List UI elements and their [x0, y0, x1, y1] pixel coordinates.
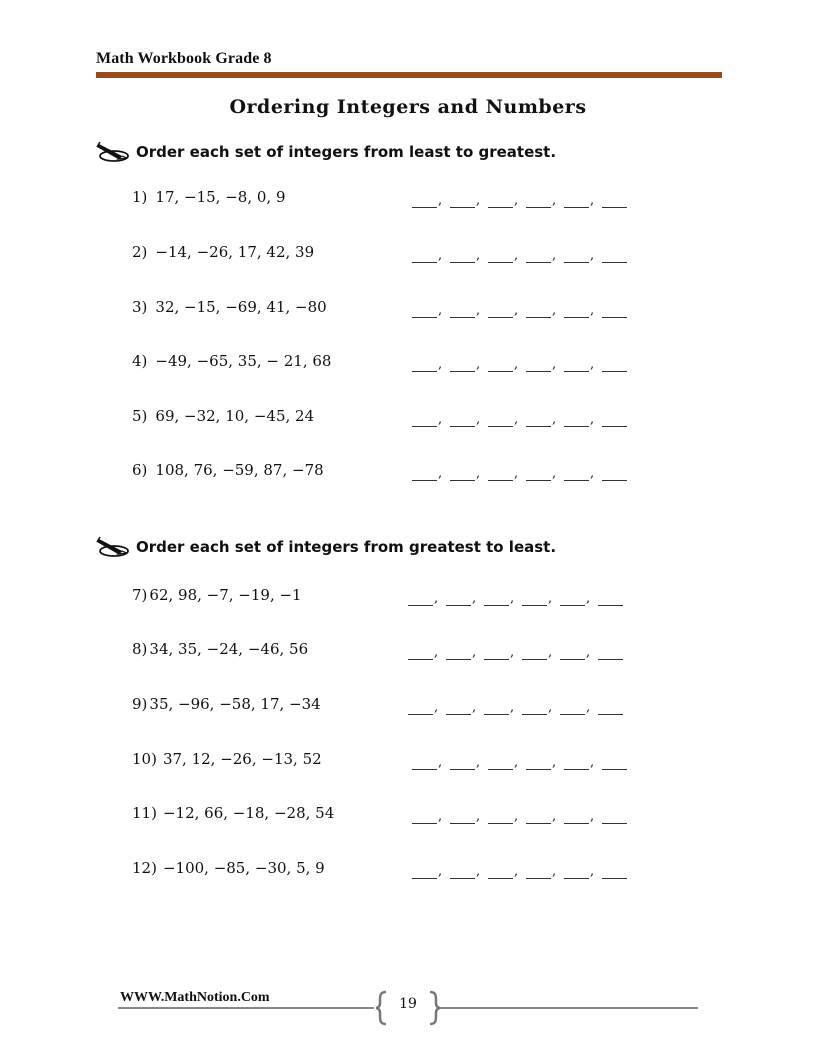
blank-separator: ,	[586, 591, 591, 606]
problem-values: 69, −32, 10, −45, 24	[155, 407, 315, 425]
problem-values: 62, 98, −7, −19, −1	[149, 586, 302, 604]
pencil-icon	[96, 536, 130, 558]
answer-blank[interactable]	[598, 591, 623, 606]
blank-separator: ,	[438, 412, 443, 427]
blank-separator: ,	[476, 466, 481, 481]
answer-blank[interactable]	[602, 193, 627, 208]
answer-blank[interactable]	[526, 193, 551, 208]
answer-blank[interactable]	[526, 357, 551, 372]
blank-separator: ,	[434, 700, 439, 715]
answer-blank[interactable]	[412, 466, 437, 481]
blank-separator: ,	[590, 248, 595, 263]
blank-separator: ,	[476, 303, 481, 318]
problem-number: 6)	[132, 461, 148, 479]
answer-blank[interactable]	[488, 412, 513, 427]
blank-separator: ,	[552, 864, 557, 879]
answer-blank[interactable]	[522, 591, 547, 606]
answer-blank[interactable]	[488, 303, 513, 318]
answer-blanks-12[interactable]	[412, 859, 627, 879]
blank-separator: ,	[438, 357, 443, 372]
answer-blank[interactable]	[450, 357, 475, 372]
answer-blank[interactable]	[446, 591, 471, 606]
blank-separator: ,	[548, 700, 553, 715]
answer-blank[interactable]	[602, 755, 627, 770]
problem-8	[132, 640, 308, 660]
answer-blank[interactable]	[602, 248, 627, 263]
blank-separator: ,	[472, 591, 477, 606]
answer-blank[interactable]	[412, 357, 437, 372]
answer-blank[interactable]	[446, 700, 471, 715]
footer-rule-left	[118, 1007, 374, 1009]
blank-separator: ,	[548, 645, 553, 660]
problem-6	[132, 461, 324, 481]
problem-2	[132, 243, 314, 263]
answer-blank[interactable]	[526, 303, 551, 318]
answer-blank[interactable]	[450, 248, 475, 263]
blank-separator: ,	[434, 591, 439, 606]
answer-blank[interactable]	[488, 864, 513, 879]
problem-values: −100, −85, −30, 5, 9	[162, 859, 325, 877]
problem-number: 10)	[132, 750, 157, 768]
instruction-greatest-to-least	[96, 535, 556, 559]
answer-blank[interactable]	[564, 193, 589, 208]
answer-blank[interactable]	[484, 591, 509, 606]
answer-blank[interactable]	[564, 412, 589, 427]
answer-blanks-1[interactable]	[412, 188, 627, 208]
problem-10	[132, 750, 322, 770]
answer-blank[interactable]	[602, 809, 627, 824]
blank-separator: ,	[472, 645, 477, 660]
answer-blank[interactable]	[484, 645, 509, 660]
blank-separator: ,	[438, 193, 443, 208]
problem-7	[132, 586, 302, 606]
answer-blank[interactable]	[450, 412, 475, 427]
blank-separator: ,	[434, 645, 439, 660]
blank-separator: ,	[590, 755, 595, 770]
blank-separator: ,	[476, 755, 481, 770]
answer-blank[interactable]	[408, 591, 433, 606]
blank-separator: ,	[514, 466, 519, 481]
blank-separator: ,	[514, 357, 519, 372]
answer-blank[interactable]	[602, 466, 627, 481]
answer-blank[interactable]	[564, 755, 589, 770]
blank-separator: ,	[514, 303, 519, 318]
problem-9	[132, 695, 321, 715]
problem-values: 108, 76, −59, 87, −78	[155, 461, 324, 479]
answer-blank[interactable]	[408, 645, 433, 660]
answer-blank[interactable]	[412, 248, 437, 263]
blank-separator: ,	[476, 357, 481, 372]
blank-separator: ,	[552, 193, 557, 208]
answer-blank[interactable]	[602, 303, 627, 318]
answer-blank[interactable]	[602, 412, 627, 427]
answer-blank[interactable]	[450, 466, 475, 481]
answer-blank[interactable]	[526, 755, 551, 770]
answer-blanks-8[interactable]	[408, 640, 623, 660]
answer-blank[interactable]	[602, 864, 627, 879]
answer-blank[interactable]	[488, 193, 513, 208]
blank-separator: ,	[510, 700, 515, 715]
answer-blank[interactable]	[450, 809, 475, 824]
blank-separator: ,	[552, 466, 557, 481]
blank-separator: ,	[552, 248, 557, 263]
answer-blank[interactable]	[450, 864, 475, 879]
blank-separator: ,	[514, 755, 519, 770]
answer-blank[interactable]	[412, 303, 437, 318]
blank-separator: ,	[514, 412, 519, 427]
problem-12	[132, 859, 325, 879]
answer-blank[interactable]	[450, 755, 475, 770]
blank-separator: ,	[438, 755, 443, 770]
answer-blanks-4[interactable]	[412, 352, 627, 372]
answer-blank[interactable]	[598, 700, 623, 715]
blank-separator: ,	[590, 193, 595, 208]
answer-blank[interactable]	[522, 645, 547, 660]
page-title: Ordering Integers and Numbers	[229, 96, 587, 118]
blank-separator: ,	[514, 248, 519, 263]
blank-separator: ,	[552, 303, 557, 318]
answer-blanks-5[interactable]	[412, 407, 627, 427]
answer-blank[interactable]	[564, 357, 589, 372]
problem-3	[132, 298, 327, 318]
problem-number: 4)	[132, 352, 148, 370]
answer-blank[interactable]	[450, 193, 475, 208]
answer-blank[interactable]	[488, 755, 513, 770]
problem-5	[132, 407, 314, 427]
instruction-text: Order each set of integers from least to greatest.	[136, 143, 557, 161]
problem-values: 34, 35, −24, −46, 56	[149, 640, 309, 658]
answer-blank[interactable]	[564, 809, 589, 824]
answer-blank[interactable]	[526, 864, 551, 879]
problem-values: 17, −15, −8, 0, 9	[155, 188, 286, 206]
answer-blank[interactable]	[526, 466, 551, 481]
blank-separator: ,	[590, 303, 595, 318]
blank-separator: ,	[586, 645, 591, 660]
answer-blank[interactable]	[564, 303, 589, 318]
problem-number: 3)	[132, 298, 148, 316]
answer-blank[interactable]	[488, 357, 513, 372]
blank-separator: ,	[552, 809, 557, 824]
blank-separator: ,	[514, 809, 519, 824]
blank-separator: ,	[438, 303, 443, 318]
problem-number: 11)	[132, 804, 157, 822]
page-number: 19	[399, 996, 417, 1012]
answer-blanks-6[interactable]	[412, 461, 627, 481]
blank-separator: ,	[590, 466, 595, 481]
blank-separator: ,	[586, 700, 591, 715]
blank-separator: ,	[590, 864, 595, 879]
blank-separator: ,	[438, 248, 443, 263]
blank-separator: ,	[472, 700, 477, 715]
answer-blank[interactable]	[446, 645, 471, 660]
blank-separator: ,	[552, 755, 557, 770]
footer-website: WWW.MathNotion.Com	[120, 990, 270, 1005]
answer-blank[interactable]	[526, 809, 551, 824]
problem-values: −49, −65, 35, − 21, 68	[155, 352, 332, 370]
blank-separator: ,	[438, 466, 443, 481]
answer-blank[interactable]	[522, 700, 547, 715]
blank-separator: ,	[438, 809, 443, 824]
answer-blank[interactable]	[412, 864, 437, 879]
answer-blank[interactable]	[412, 809, 437, 824]
problem-values: −12, 66, −18, −28, 54	[162, 804, 335, 822]
problem-number: 7)	[132, 586, 148, 604]
blank-separator: ,	[438, 864, 443, 879]
answer-blank[interactable]	[560, 700, 585, 715]
answer-blank[interactable]	[488, 248, 513, 263]
answer-blank[interactable]	[560, 645, 585, 660]
answer-blank[interactable]	[450, 303, 475, 318]
blank-separator: ,	[476, 809, 481, 824]
answer-blanks-2[interactable]	[412, 243, 627, 263]
pencil-icon	[96, 141, 130, 163]
problem-number: 5)	[132, 407, 148, 425]
workbook-header-title: Math Workbook Grade 8	[96, 50, 272, 67]
answer-blank[interactable]	[488, 809, 513, 824]
answer-blank[interactable]	[564, 864, 589, 879]
blank-separator: ,	[476, 864, 481, 879]
answer-blanks-9[interactable]	[408, 695, 623, 715]
answer-blank[interactable]	[412, 412, 437, 427]
problem-11	[132, 804, 334, 824]
blank-separator: ,	[552, 357, 557, 372]
answer-blank[interactable]	[564, 248, 589, 263]
answer-blank[interactable]	[602, 357, 627, 372]
answer-blank[interactable]	[526, 412, 551, 427]
answer-blank[interactable]	[412, 193, 437, 208]
answer-blanks-11[interactable]	[412, 804, 627, 824]
blank-separator: ,	[510, 645, 515, 660]
problem-values: 32, −15, −69, 41, −80	[155, 298, 327, 316]
answer-blank[interactable]	[598, 645, 623, 660]
problem-number: 2)	[132, 243, 148, 261]
blank-separator: ,	[590, 809, 595, 824]
blank-separator: ,	[548, 591, 553, 606]
problem-values: −14, −26, 17, 42, 39	[155, 243, 315, 261]
problem-4	[132, 352, 331, 372]
blank-separator: ,	[590, 412, 595, 427]
answer-blank[interactable]	[412, 755, 437, 770]
blank-separator: ,	[476, 248, 481, 263]
blank-separator: ,	[590, 357, 595, 372]
answer-blank[interactable]	[408, 700, 433, 715]
blank-separator: ,	[552, 412, 557, 427]
blank-separator: ,	[476, 193, 481, 208]
problem-number: 1)	[132, 188, 148, 206]
footer-rule-right	[440, 1007, 698, 1009]
answer-blanks-10[interactable]	[412, 750, 627, 770]
blank-separator: ,	[510, 591, 515, 606]
answer-blank[interactable]	[564, 466, 589, 481]
blank-separator: ,	[476, 412, 481, 427]
blank-separator: ,	[514, 193, 519, 208]
answer-blanks-7[interactable]	[408, 586, 623, 606]
answer-blank[interactable]	[560, 591, 585, 606]
answer-blank[interactable]	[484, 700, 509, 715]
instruction-least-to-greatest	[96, 140, 556, 164]
problem-values: 35, −96, −58, 17, −34	[149, 695, 321, 713]
problem-number: 12)	[132, 859, 157, 877]
answer-blank[interactable]	[488, 466, 513, 481]
problem-values: 37, 12, −26, −13, 52	[162, 750, 322, 768]
header-rule	[96, 72, 722, 78]
problem-number: 9)	[132, 695, 148, 713]
blank-separator: ,	[514, 864, 519, 879]
answer-blank[interactable]	[526, 248, 551, 263]
problem-1	[132, 188, 286, 208]
problem-number: 8)	[132, 640, 148, 658]
instruction-text: Order each set of integers from greatest to least.	[136, 538, 557, 556]
answer-blanks-3[interactable]	[412, 298, 627, 318]
